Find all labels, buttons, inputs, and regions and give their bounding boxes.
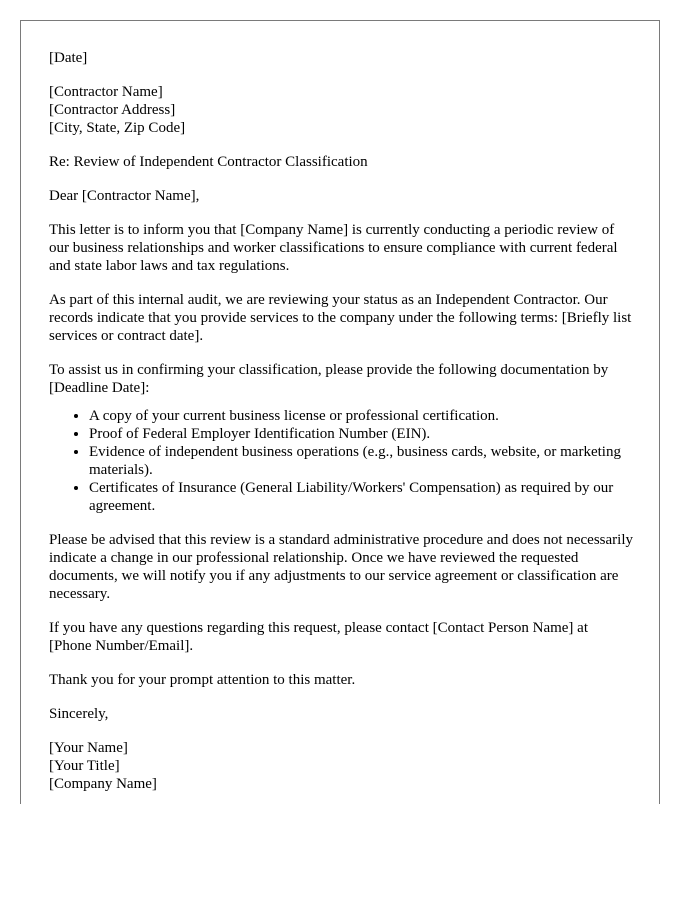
thanks-paragraph: Thank you for your prompt attention to this matter. [49,672,356,688]
signature-block [49,739,634,793]
questions-paragraph: If you have any questions regarding this request, please contact [Contact Person Name] at [Phone Number/Email]. [49,620,588,654]
recipient-city-state-zip: [City, State, Zip Code] [49,120,186,136]
closing: Sincerely, [49,706,109,722]
salutation: Dear [Contractor Name], [49,188,200,204]
request-paragraph: To assist us in confirming your classification, please provide the following documentation by [Deadline Date]: [49,362,609,396]
letter-body [49,49,634,804]
letter-date: [Date] [49,50,88,66]
intro-paragraph: This letter is to inform you that [Company Name] is currently conducting a periodic review of our business relationships and worker classifications to ensure compliance with current federal and state labor laws and tax regulations. [49,222,618,274]
list-item: • Certificates of Insurance (General Liability/Workers' Compensation) as required by our agreement. [89,479,634,515]
recipient-address: [Contractor Address] [49,102,176,118]
required-documents-list [49,407,634,515]
list-item: • A copy of your current business license or professional certification. [89,407,634,425]
signature-title: [Your Title] [49,758,120,774]
audit-paragraph: As part of this internal audit, we are reviewing your status as an Independent Contractor. Our records indicate that you provide services to the company under the following terms: [Briefly list services or contract date]. [49,292,632,344]
list-item: • Evidence of independent business operations (e.g., business cards, website, or marketing materials). [89,443,634,479]
subject-line: Re: Review of Independent Contractor Classification [49,154,368,170]
advisory-paragraph: Please be advised that this review is a standard administrative procedure and does not necessarily indicate a change in our professional relationship. Once we have reviewed the requested documents, we will notify you if any adjustments to our service agreement or classification are necessary. [49,532,633,602]
signature-name: [Your Name] [49,740,128,756]
recipient-name: [Contractor Name] [49,84,163,100]
recipient-address-block [49,83,634,137]
list-item: • Proof of Federal Employer Identification Number (EIN). [89,425,634,443]
letter-page [20,20,660,804]
signature-company: [Company Name] [49,776,157,792]
